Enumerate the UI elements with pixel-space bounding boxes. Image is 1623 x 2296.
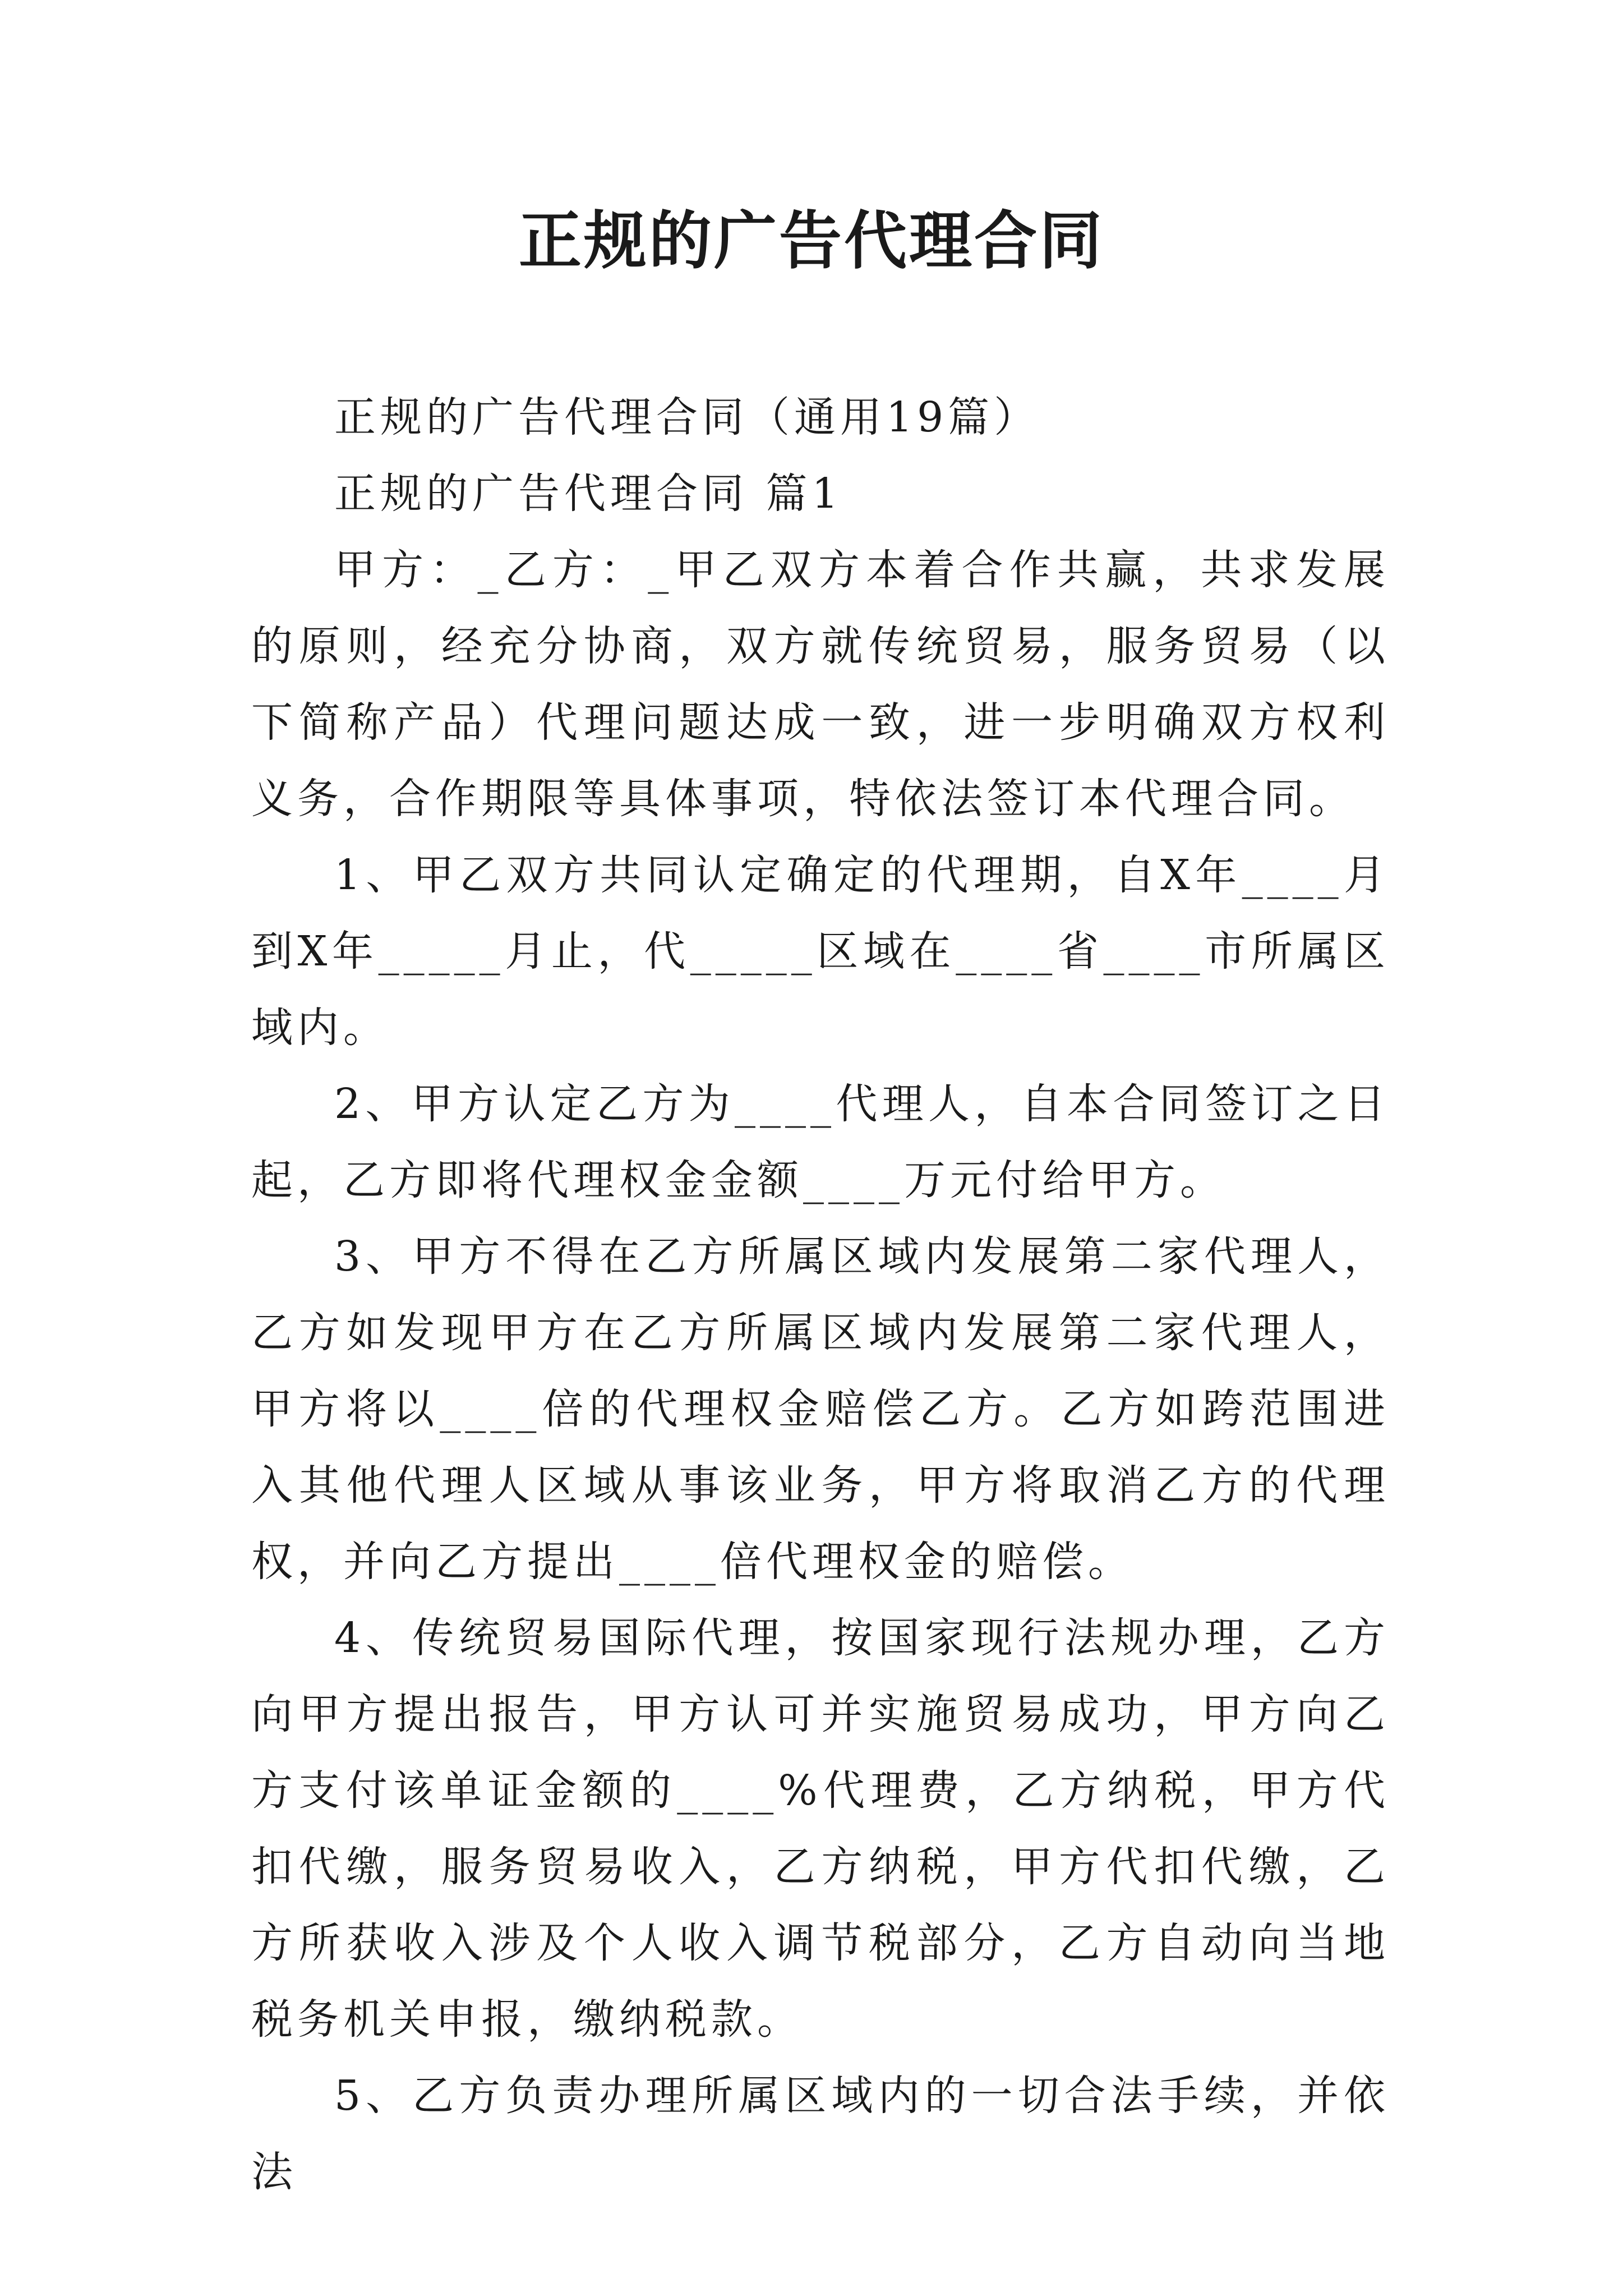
clause-1: 1、甲乙双方共同认定确定的代理期，自X年____月到X年_____月止，代_____区域在____省____市所属区域内。 xyxy=(251,851,1390,1052)
clause-3: 3、甲方不得在乙方所属区域内发展第二家代理人，乙方如发现甲方在乙方所属区域内发展第二家代理人，甲方将以____倍的代理权金赔偿乙方。乙方如跨范围进入其他代理人区域从事该业务，甲方将取消乙方的代理权，并向乙方提出____倍代理权金的赔偿。 xyxy=(251,1232,1390,1586)
body-paragraph: 甲方：_乙方：_甲乙双方本着合作共赢，共求发展的原则，经充分协商，双方就传统贸易，服务贸易（以下简称产品）代理问题达成一致，进一步明确双方权利义务，合作期限等具体事项，特依法签订本代理合同。 xyxy=(251,546,1390,823)
clause-4: 4、传统贸易国际代理，按国家现行法规办理，乙方向甲方提出报告，甲方认可并实施贸易成功，甲方向乙方支付该单证金额的____%代理费，乙方纳税，甲方代扣代缴，服务贸易收入，乙方纳税，甲方代扣代缴，乙方所获收入涉及个人收入调节税部分，乙方自动向当地税务机关申报，缴纳税款。 xyxy=(251,1614,1390,2044)
clause-2: 2、甲方认定乙方为____代理人，自本合同签订之日起，乙方即将代理权金金额____万元付给甲方。 xyxy=(251,1080,1390,1204)
document-body xyxy=(251,379,1390,2210)
clause-5: 5、乙方负责办理所属区域内的一切合法手续，并依法 xyxy=(251,2072,1390,2196)
subtitle-paragraph: 正规的广告代理合同（通用19篇） xyxy=(334,393,1040,441)
section-heading: 正规的广告代理合同 篇1 xyxy=(334,470,843,518)
document-title: 正规的广告代理合同 xyxy=(519,204,1104,278)
